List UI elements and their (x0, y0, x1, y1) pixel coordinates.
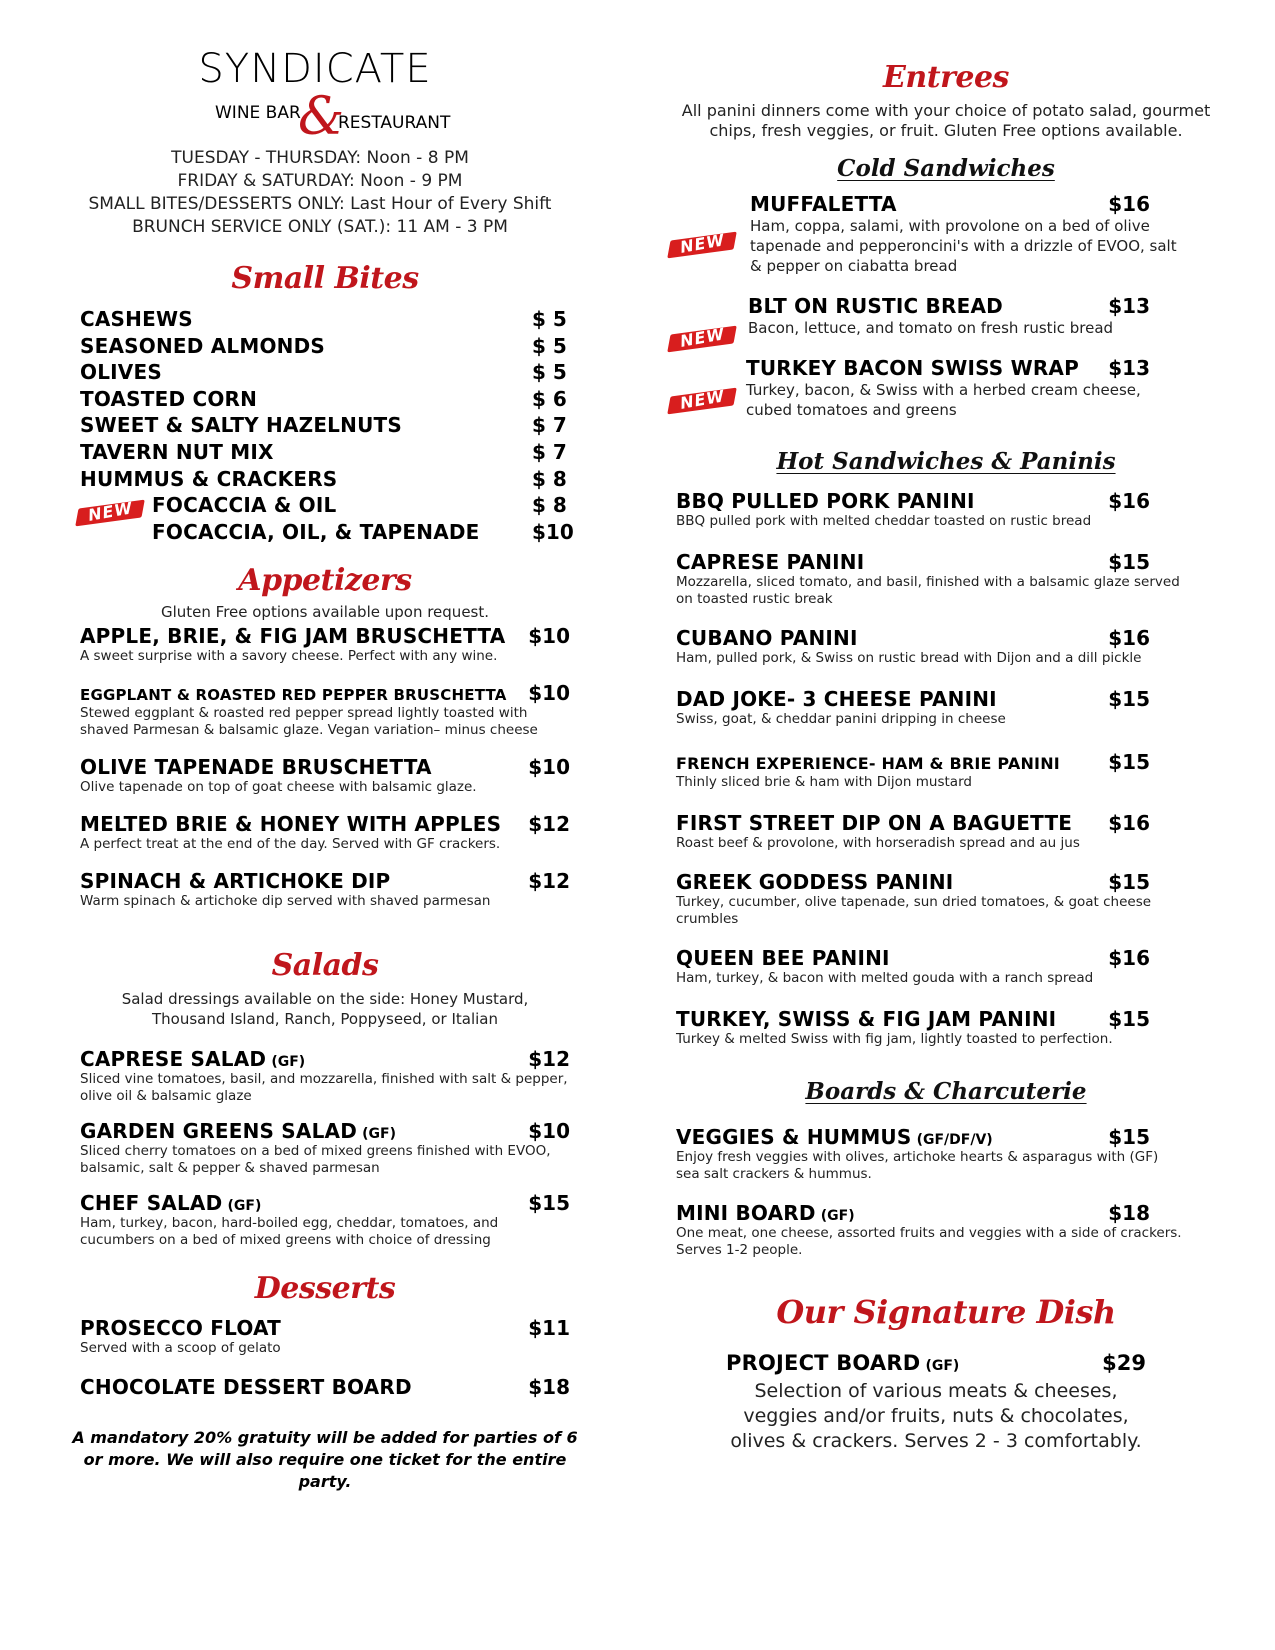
item-description: Selection of various meats & cheeses, veggies and/or fruits, nuts & chocolates, olives & crackers. Serves 2 - 3 comfortably. (730, 1380, 1142, 1452)
list-item (80, 755, 570, 796)
small-bites-title: Small Bites (231, 261, 419, 296)
list-item (676, 750, 1150, 791)
list-item (80, 1316, 570, 1357)
item-name: OLIVES (80, 360, 162, 385)
list-item (676, 356, 1150, 420)
list-item (80, 359, 570, 386)
item-price: $12 (528, 1047, 570, 1072)
item-name: SPINACH & ARTICHOKE DIP (80, 869, 391, 894)
item-name: CAPRESE SALAD (80, 1047, 267, 1072)
item-price: $13 (1108, 294, 1150, 318)
item-name: TOASTED CORN (80, 386, 258, 411)
salads-note: Salad dressings available on the side: Honey Mustard, Thousand Island, Ranch, Poppyseed, or Italian (121, 990, 529, 1029)
appetizers-note: Gluten Free options available upon request. (160, 603, 490, 622)
new-badge-label: NEW (678, 324, 727, 351)
list-item (676, 946, 1150, 987)
item-price: $ 5 (532, 333, 567, 358)
item-name: MUFFALETTA (750, 192, 897, 216)
appetizers-list (80, 624, 570, 910)
item-price: $10 (528, 681, 570, 706)
item-name: QUEEN BEE PANINI (676, 946, 890, 970)
item-description: Turkey, cucumber, olive tapenade, sun dried tomatoes, & goat cheese crumbles (676, 894, 1152, 927)
item-price: $ 8 (532, 493, 567, 518)
new-badge-label: NEW (86, 498, 135, 525)
boards-title: Boards & Charcuterie (805, 1078, 1087, 1105)
item-price: $10 (528, 755, 570, 780)
item-price: $15 (1108, 870, 1150, 894)
gratuity-note: A mandatory 20% gratuity will be added for parties of 6 or more. We will also require one ticket for the entire party. (72, 1428, 578, 1492)
item-price: $10 (528, 1119, 570, 1144)
list-item (80, 492, 570, 519)
item-name: GARDEN GREENS SALAD (80, 1119, 358, 1144)
list-item (676, 811, 1150, 852)
signature-item (676, 1351, 1216, 1454)
item-description: Ham, turkey, bacon, hard-boiled egg, cheddar, tomatoes, and cucumbers on a bed of mixed greens with choice of dressing (80, 1215, 499, 1249)
item-name: APPLE, BRIE, & FIG JAM BRUSCHETTA (80, 624, 506, 649)
brand-subtitle (80, 87, 570, 147)
list-item (676, 870, 1150, 928)
list-item (80, 412, 570, 439)
list-item (80, 386, 570, 413)
item-name: FRENCH EXPERIENCE- HAM & BRIE PANINI (676, 754, 1060, 773)
list-item (80, 1047, 570, 1105)
item-description: Turkey, bacon, & Swiss with a herbed cream cheese, cubed tomatoes and greens (746, 381, 1141, 419)
gf-tag: (GF) (271, 1054, 306, 1071)
salads-list (80, 1047, 570, 1249)
gf-tag: (GF) (820, 1208, 855, 1224)
item-description: A sweet surprise with a savory cheese. Perfect with any wine. (80, 648, 498, 665)
item-price: $16 (1108, 192, 1150, 216)
desserts-list (80, 1316, 570, 1399)
item-name: GREEK GODDESS PANINI (676, 870, 954, 894)
list-item (80, 466, 570, 493)
item-description: Thinly sliced brie & ham with Dijon mustard (676, 774, 972, 790)
item-description: Ham, coppa, salami, with provolone on a bed of olive tapenade and pepperoncini's with a drizzle of EVOO, salt & pepper on ciabatta bread (750, 217, 1177, 275)
item-price: $ 5 (532, 360, 567, 385)
item-name: SEASONED ALMONDS (80, 333, 325, 358)
item-name: HUMMUS & CRACKERS (80, 466, 338, 491)
list-item (80, 812, 570, 853)
item-price: $10 (532, 519, 574, 544)
item-description: Enjoy fresh veggies with olives, artichoke hearts & asparagus with (GF) sea salt crackers & hummus. (676, 1149, 1159, 1182)
gf-tag: (GF) (925, 1358, 960, 1374)
new-badge-icon (668, 322, 738, 356)
item-description: Bacon, lettuce, and tomato on fresh rustic bread (748, 319, 1114, 337)
list-item (676, 1125, 1159, 1183)
list-item (80, 1191, 570, 1249)
item-name: TAVERN NUT MIX (80, 439, 274, 464)
brand-ampersand: & (298, 87, 345, 147)
diet-tag: (GF/DF/V) (916, 1132, 993, 1148)
item-price: $16 (1108, 946, 1150, 970)
item-name: BBQ PULLED PORK PANINI (676, 489, 975, 513)
list-item (676, 192, 1177, 276)
item-name: MELTED BRIE & HONEY WITH APPLES (80, 812, 502, 837)
list-item (676, 626, 1150, 667)
item-name: MINI BOARD (676, 1201, 816, 1225)
item-price: $15 (1108, 1007, 1150, 1031)
item-name: CHEF SALAD (80, 1191, 223, 1216)
item-description: BBQ pulled pork with melted cheddar toasted on rustic bread (676, 513, 1092, 529)
item-description: Olive tapenade on top of goat cheese with balsamic glaze. (80, 779, 477, 796)
item-price: $ 7 (532, 413, 567, 438)
item-price: $29 (1102, 1351, 1146, 1375)
item-price: $16 (1108, 811, 1150, 835)
cold-sandwiches-title: Cold Sandwiches (837, 155, 1055, 182)
item-description: Mozzarella, sliced tomato, and basil, finished with a balsamic glaze served on toasted rustic break (676, 574, 1180, 607)
item-name: CAPRESE PANINI (676, 550, 865, 574)
new-badge-label: NEW (678, 230, 727, 257)
item-price: $12 (528, 812, 570, 837)
list-item (676, 550, 1180, 608)
item-name: OLIVE TAPENADE BRUSCHETTA (80, 755, 432, 780)
item-price: $ 7 (532, 439, 567, 464)
item-price: $ 5 (532, 307, 567, 331)
item-description: Turkey & melted Swiss with fig jam, lightly toasted to perfection. (676, 1031, 1113, 1047)
logo (80, 45, 570, 147)
hours-line: BRUNCH SERVICE ONLY (SAT.): 11 AM - 3 PM (132, 217, 508, 237)
item-description: Warm spinach & artichoke dip served with shaved parmesan (80, 893, 491, 910)
item-price: $18 (528, 1375, 570, 1400)
small-bites-list (80, 306, 574, 545)
item-price: $15 (1108, 1125, 1150, 1149)
item-name: BLT ON RUSTIC BREAD (748, 294, 1003, 318)
list-item (676, 294, 1150, 338)
list-item (80, 306, 570, 333)
item-price: $13 (1108, 356, 1150, 380)
list-item (676, 687, 1150, 728)
list-item (80, 869, 570, 910)
item-name: CUBANO PANINI (676, 626, 858, 650)
item-description: Ham, pulled pork, & Swiss on rustic bread with Dijon and a dill pickle (676, 650, 1142, 666)
signature-title: Our Signature Dish (776, 1293, 1116, 1331)
list-item (80, 1375, 570, 1399)
business-hours (70, 147, 570, 239)
item-price: $10 (528, 624, 570, 649)
appetizers-title: Appetizers (238, 563, 412, 599)
item-description: Sliced cherry tomatoes on a bed of mixed greens finished with EVOO, balsamic, salt & pepper & shaved parmesan (80, 1143, 551, 1177)
new-badge-label: NEW (678, 386, 727, 413)
item-description: Sliced vine tomatoes, basil, and mozzarella, finished with salt & pepper, olive oil & balsamic glaze (80, 1071, 568, 1105)
list-item (80, 439, 570, 466)
hours-line: SMALL BITES/DESSERTS ONLY: Last Hour of Every Shift (88, 194, 552, 214)
item-description: Ham, turkey, & bacon with melted gouda with a ranch spread (676, 970, 1094, 986)
entrees-note: All panini dinners come with your choice of potato salad, gourmet chips, fresh veggies, or fruit. Gluten Free options available. (681, 101, 1211, 140)
item-price: $ 6 (532, 386, 567, 411)
item-description: One meat, one cheese, assorted fruits and veggies with a side of crackers. Serves 1-2 people. (676, 1225, 1182, 1258)
new-badge-icon (76, 496, 146, 530)
item-name: CHOCOLATE DESSERT BOARD (80, 1375, 412, 1400)
desserts-title: Desserts (254, 1271, 396, 1307)
gf-tag: (GF) (227, 1198, 262, 1215)
boards-list (676, 1125, 1182, 1259)
item-description: Served with a scoop of gelato (80, 1340, 281, 1357)
item-price: $15 (528, 1191, 570, 1216)
brand-name: SYNDICATE (198, 46, 432, 92)
item-name: PROSECCO FLOAT (80, 1316, 281, 1341)
item-price: $12 (528, 869, 570, 894)
hours-line: FRIDAY & SATURDAY: Noon - 9 PM (177, 171, 463, 191)
item-description: A perfect treat at the end of the day. Served with GF crackers. (80, 836, 501, 853)
list-item (80, 624, 570, 665)
item-description: Swiss, goat, & cheddar panini dripping in cheese (676, 711, 1006, 727)
item-price: $16 (1108, 626, 1150, 650)
item-name: CASHEWS (80, 307, 193, 331)
new-badge-icon (668, 228, 738, 262)
gf-tag: (GF) (362, 1126, 396, 1143)
item-name: VEGGIES & HUMMUS (676, 1125, 912, 1149)
salads-title: Salads (271, 948, 379, 984)
item-price: $15 (1108, 687, 1150, 711)
brand-sub-right: RESTAURANT (338, 113, 451, 133)
item-name: EGGPLANT & ROASTED RED PEPPER BRUSCHETTA (80, 686, 507, 705)
list-item (80, 333, 570, 360)
list-item (80, 1119, 570, 1177)
item-name: SWEET & SALTY HAZELNUTS (80, 413, 402, 438)
item-price: $18 (1108, 1201, 1150, 1225)
item-name: FOCACCIA & OIL (152, 493, 337, 518)
entrees-title: Entrees (883, 60, 1009, 95)
item-price: $15 (1108, 550, 1150, 574)
right-column (676, 60, 1216, 1454)
list-item (676, 1201, 1182, 1259)
hot-sandwiches-title: Hot Sandwiches & Paninis (776, 448, 1116, 475)
item-name: PROJECT BOARD (726, 1351, 921, 1375)
item-price: $15 (1108, 750, 1150, 774)
item-name: DAD JOKE- 3 CHEESE PANINI (676, 687, 997, 711)
list-item (80, 681, 570, 739)
item-description: Stewed eggplant & roasted red pepper spread lightly toasted with shaved Parmesan & balsamic glaze. Vegan variation– minus cheese (80, 705, 538, 739)
item-name: TURKEY BACON SWISS WRAP (746, 356, 1079, 380)
list-item (676, 489, 1150, 530)
cold-sandwiches-list (676, 192, 1216, 420)
hours-line: TUESDAY - THURSDAY: Noon - 8 PM (171, 148, 469, 168)
list-item (80, 519, 574, 546)
item-price: $ 8 (532, 466, 567, 491)
item-name: TURKEY, SWISS & FIG JAM PANINI (676, 1007, 1057, 1031)
left-column (72, 45, 578, 1493)
new-badge-icon (668, 384, 738, 418)
list-item (676, 1007, 1150, 1048)
item-name: FIRST STREET DIP ON A BAGUETTE (676, 811, 1073, 835)
item-description: Roast beef & provolone, with horseradish spread and au jus (676, 835, 1080, 851)
item-name: FOCACCIA, OIL, & TAPENADE (152, 519, 480, 544)
brand-sub-left: WINE BAR (215, 103, 301, 123)
item-price: $11 (528, 1316, 570, 1341)
hot-sandwiches-list (676, 489, 1180, 1048)
item-price: $16 (1108, 489, 1150, 513)
